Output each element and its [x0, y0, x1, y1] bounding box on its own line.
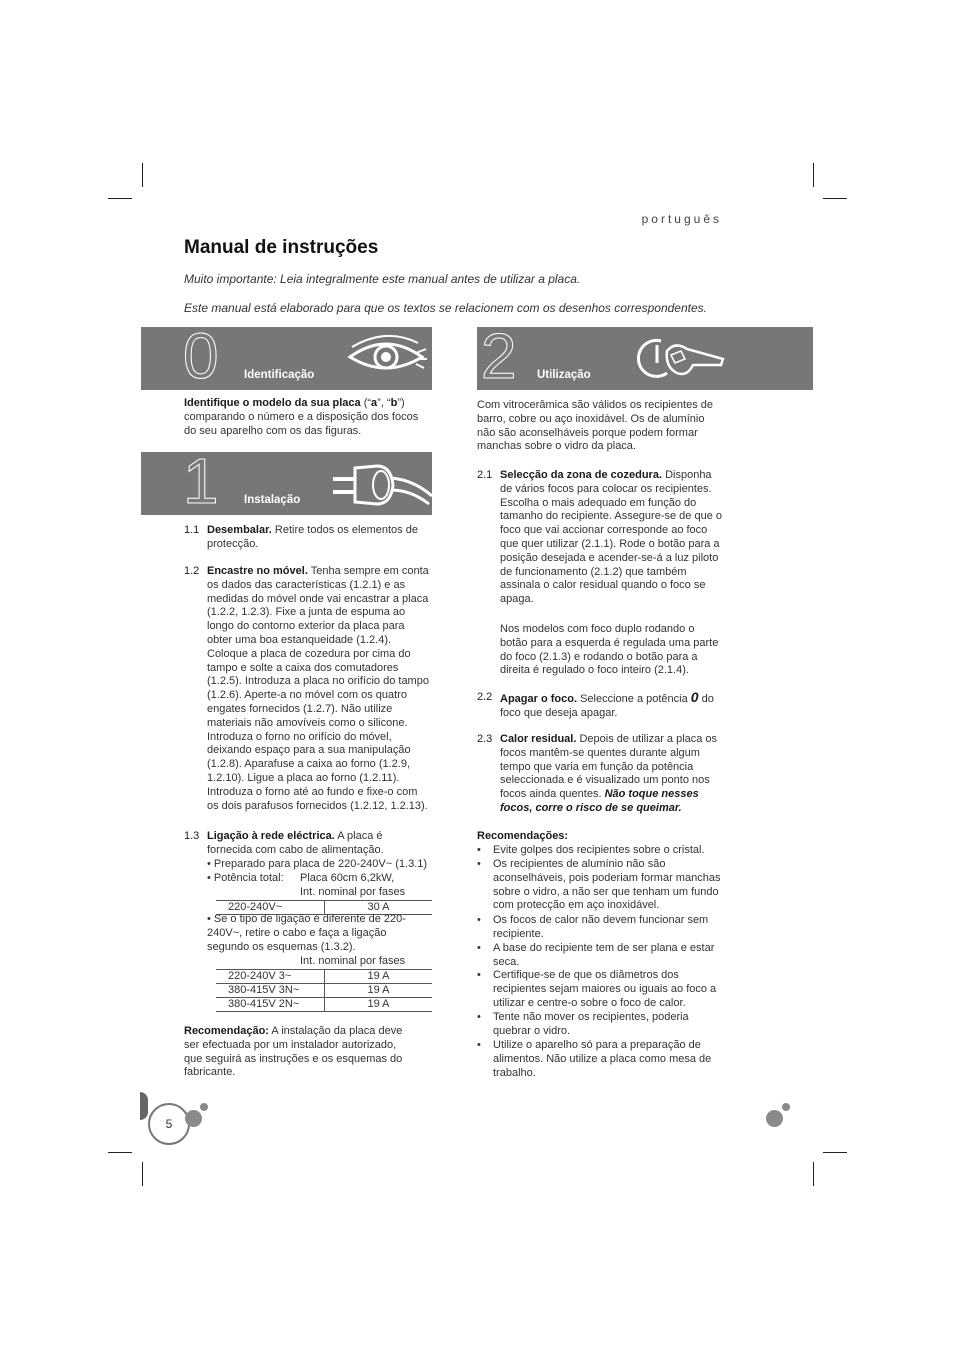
section-number: 1: [183, 445, 219, 517]
power-table-2: [216, 969, 432, 1012]
crop-mark: [813, 163, 814, 187]
crop-mark: [813, 1162, 814, 1186]
identify-quote-close: ”): [397, 397, 405, 409]
recommendations-title: [477, 830, 677, 844]
list-item-text: Tente não mover os recipientes, poderia quebrar o vidro.: [493, 1011, 689, 1037]
crop-mark: [142, 1162, 143, 1186]
item-text: A placa é fornecida com cabo de alimentação.: [207, 830, 384, 856]
crop-mark: [108, 1152, 132, 1153]
crop-mark: [823, 1152, 847, 1153]
language-label: português: [641, 212, 722, 226]
identify-quote-open: (“: [360, 397, 372, 409]
crop-mark: [108, 198, 132, 199]
table2-header: Int. nominal por fases: [300, 955, 406, 967]
decor-dot: [766, 1110, 783, 1127]
burn-warning: Não toque nesses focos, corre o risco de se queimar.: [500, 788, 699, 814]
table-cell-amps: 19 A: [367, 998, 390, 1010]
decor-dot-small: [782, 1103, 790, 1111]
table-cell-voltage: 220-240V 3~: [216, 970, 325, 984]
item-number: 1.1: [184, 524, 200, 536]
recommendations-title-text: Recomendações:: [477, 830, 569, 842]
table-row: [216, 998, 432, 1012]
bullet-voltage: • Preparado para placa de 220-240V~ (1.3.1): [207, 858, 428, 870]
recommendation-text: A instalação da placa deve ser efectuada por um instalador autorizado, que seguirá as instruções e os esquemas do fabricante.: [184, 1025, 403, 1079]
item-text: Disponha de vários focos para colocar os recipientes. Escolha o mais adequado em função do tamanho do recipiente. Assegure-se de que o foco que vai accionar corresponde ao foco que quer utilizar (2.1.1). Rode o botão para a posição desejada e acender-se-á a luz piloto de funcionamento (2.1.2) que também assinala o calor residual quando o foco se apaga.: [500, 469, 722, 606]
table-cell-voltage: 220-240V~: [216, 901, 325, 915]
install-recommendation: [184, 1025, 410, 1080]
item-number: 2.1: [477, 469, 493, 481]
item-text: Retire todos os elementos de protecção.: [207, 524, 418, 550]
item-text-2: do foco que deseja apagar.: [500, 693, 714, 719]
bullet-power-value: Placa 60cm 6,2kW,: [300, 872, 395, 884]
item-title: Selecção da zona de cozedura.: [500, 469, 663, 481]
eye-icon: [346, 333, 428, 383]
table-cell-amps: 19 A: [367, 970, 390, 982]
section-label: Instalação: [244, 494, 301, 506]
section-2-1-dual-zone: Nos modelos com foco duplo rodando o botão para a esquerda é regulada uma parte do foco (2.1.3) e rodando o botão para a direita é regulado o foco inteiro (2.1.4).: [500, 623, 719, 677]
item-number: 2.3: [477, 733, 493, 745]
table1-header: Int. nominal por fases: [300, 886, 406, 898]
item-title: Desembalar.: [207, 524, 272, 536]
identify-bold: Identifique o modelo da sua placa: [184, 397, 361, 409]
page-title: Manual de instruções: [184, 237, 379, 258]
item-text: Seleccione a potência: [577, 693, 691, 705]
intro-important: Muito importante: Leia integralmente este manual antes de utilizar a placa.: [184, 272, 581, 286]
item-title: Apagar o foco.: [500, 693, 578, 705]
section-banner-usage: [477, 320, 813, 392]
page-number: 5: [148, 1103, 190, 1145]
bullet-connection: • Se o tipo de ligação é diferente de 220-240V~, retire o cabo e faça a ligação segundo os esquemas (1.3.2).: [207, 913, 406, 953]
identify-rest: comparando o número e a disposição dos focos do seu aparelho com os das figuras.: [184, 410, 419, 437]
intro-description: Este manual está elaborado para que os textos se relacionem com os desenhos correspondentes.: [184, 301, 707, 315]
list-item-text: Os recipientes de alumínio não são aconselháveis, pois poderiam formar manchas sobre o vidro, a não ser que tenham um fundo com protecção em aço inoxidável.: [493, 858, 721, 912]
table-cell-amps: 30 A: [367, 901, 390, 913]
usage-intro: Com vitrocerâmica são válidos os recipientes de barro, cobre ou aço inoxidável. Os de alumínio não são aconselháveis porque podem formar manchas sobre o vidro da placa.: [477, 399, 713, 453]
item-title: Encastre no móvel.: [207, 565, 308, 577]
identify-model-b: b: [390, 397, 398, 409]
decor-arc: [140, 1092, 148, 1120]
item-number: 2.2: [477, 691, 493, 703]
table-cell-amps: 19 A: [367, 984, 390, 996]
power-button-finger-icon: [637, 333, 727, 385]
zero-power-glyph: 0: [690, 689, 699, 705]
identify-quote-mid: ”, “: [377, 397, 391, 409]
bullet-power-label: • Potência total:: [207, 872, 284, 884]
list-item-text: Evite golpes dos recipientes sobre o cristal.: [493, 844, 705, 856]
list-item-text: Certifique-se de que os diâmetros dos recipientes sejam maiores ou iguais ao foco a utilizar e centre-o sobre o foco de calor.: [493, 969, 717, 1009]
table-row: [216, 984, 432, 998]
recommendation-title: Recomendação:: [184, 1025, 269, 1037]
table-cell-voltage: 380-415V 3N~: [216, 984, 325, 998]
item-number: 1.2: [184, 565, 200, 577]
section-label: Utilização: [537, 369, 591, 381]
crop-mark: [823, 198, 847, 199]
section-number: 2: [481, 320, 517, 392]
list-item-text: Os focos de calor não devem funcionar sem recipiente.: [493, 914, 709, 940]
plug-icon: [329, 460, 432, 510]
item-text: Depois de utilizar a placa os focos mantêm-se quentes durante algum tempo que varia em função da potência seleccionada e é visualizado um ponto nos focos ainda quentes.: [500, 733, 718, 801]
decor-dot-small: [200, 1103, 208, 1111]
identify-text: [184, 397, 430, 438]
table-cell-voltage: 380-415V 2N~: [216, 998, 325, 1012]
item-text: Tenha sempre em conta os dados das características (1.2.1) e as medidas do móvel onde vai encastrar a placa (1.2.2, 1.2.3). Fixe a junta de espuma ao longo do contorno exterior da placa para obter uma boa estanqueidade (1.2.4). Coloque a placa de cozedura por cima do tampo e solte a caixa dos comutadores (1.2.5). Introduza a placa no orifício do tampo (1.2.6). Aperte-a no móvel com os quatro engates fornecidos (1.2.7). Não utilize materiais não amovíveis como o silicone. Introduza o forno no orifício do móvel, deixando espaço para a sua manipulação (1.2.8). Aparafuse a caixa ao forno (1.2.9, 1.2.10). Ligue a placa ao forno (1.2.11). Introduza o forno até ao fundo e fixe-o com os dois parafusos fornecidos (1.2.12, 1.2.13).: [207, 565, 429, 812]
item-title: Calor residual.: [500, 733, 577, 745]
list-item-text: A base do recipiente tem de ser plana e estar seca.: [493, 942, 715, 968]
table-row: [216, 970, 432, 984]
section-banner-identification: [141, 320, 432, 392]
item-title: Ligação à rede eléctrica.: [207, 830, 335, 842]
identify-model-a: a: [371, 397, 378, 409]
decor-dot: [185, 1110, 202, 1127]
item-number: 1.3: [184, 830, 200, 842]
section-label: Identificação: [244, 369, 315, 381]
section-banner-installation: [141, 445, 432, 517]
list-item-text: Utilize o aparelho só para a preparação de alimentos. Não utilize a placa como mesa de trabalho.: [493, 1039, 712, 1079]
crop-mark: [142, 163, 143, 187]
section-number: 0: [183, 320, 219, 392]
